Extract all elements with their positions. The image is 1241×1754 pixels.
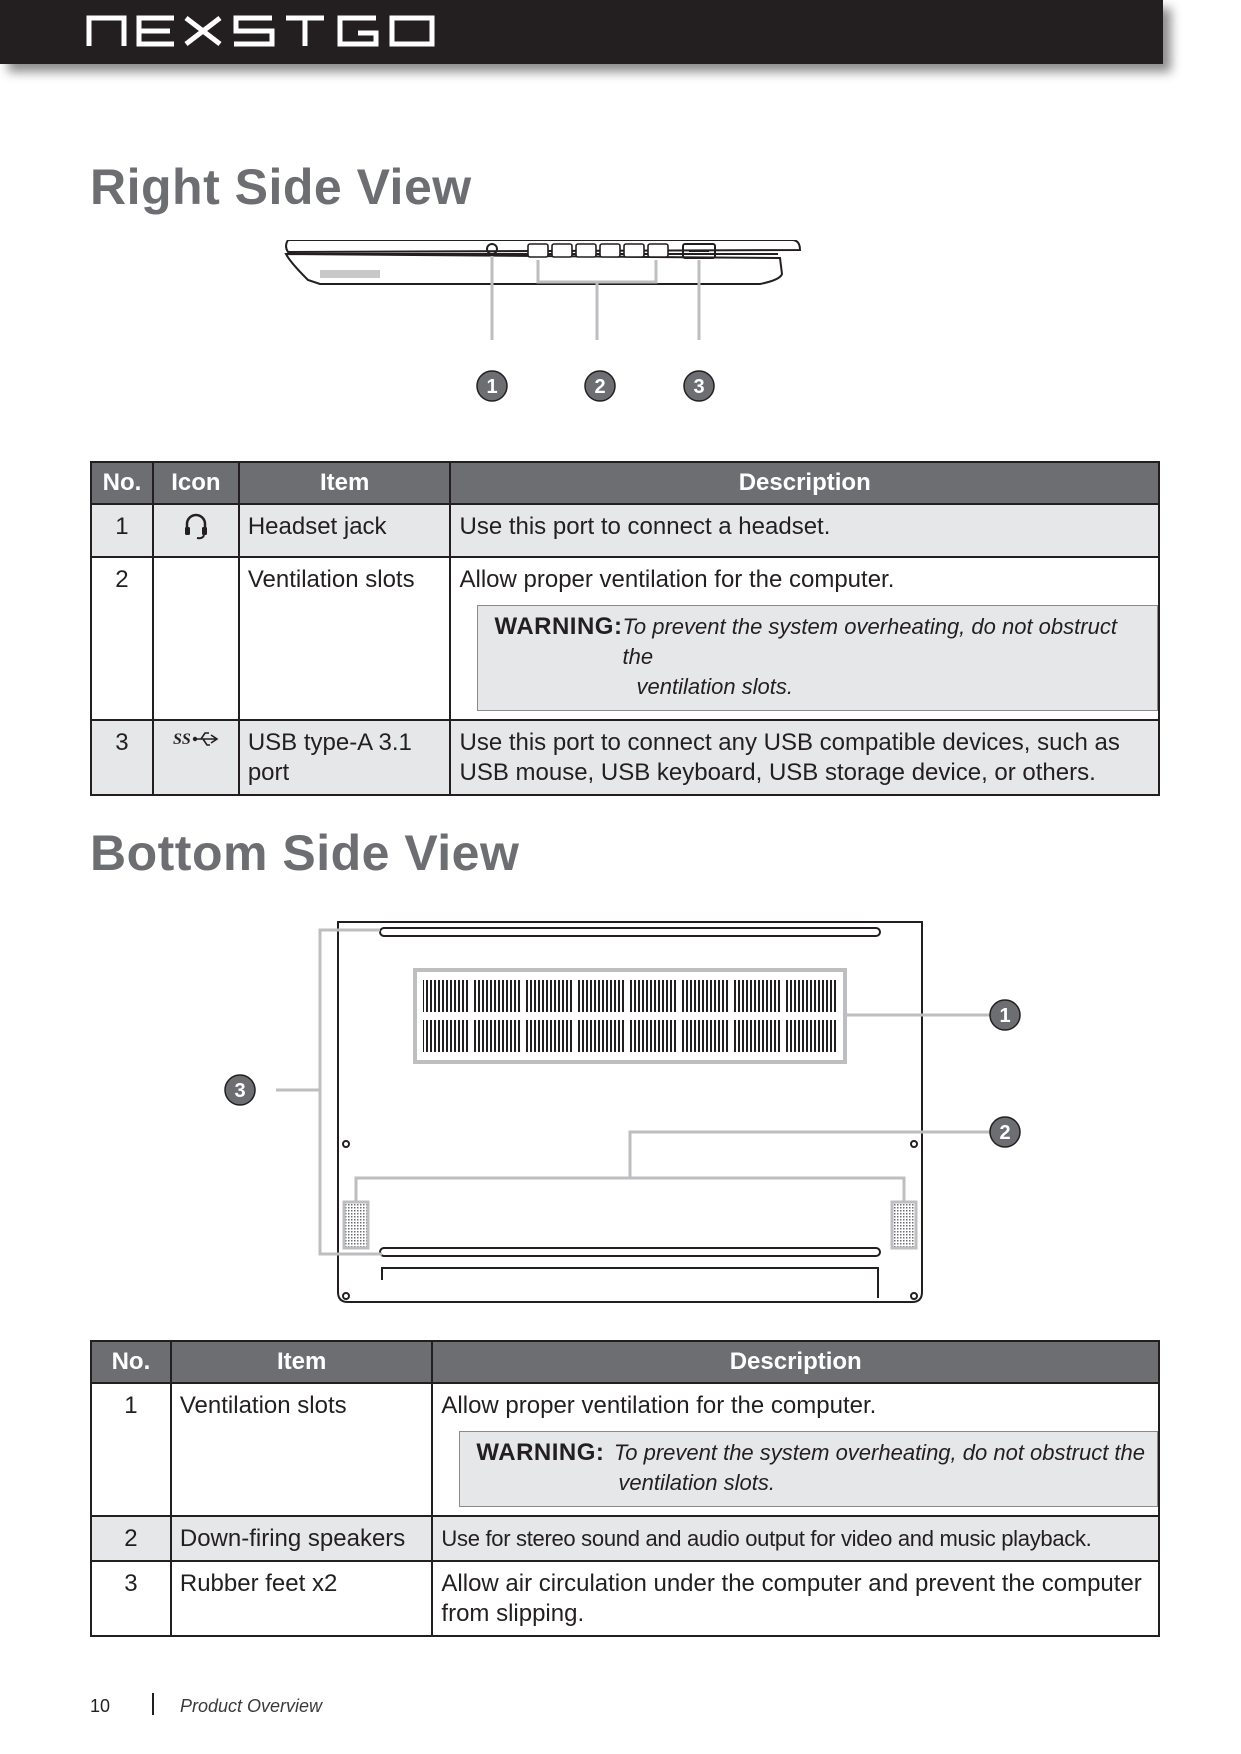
row-number: 3: [91, 720, 153, 795]
row-item: USB type-A 3.1 port: [239, 720, 451, 795]
callout-2: 2: [594, 376, 606, 398]
table-row: [91, 1561, 1159, 1636]
row-description-cell: [450, 557, 1159, 720]
warning-label: WARNING:: [494, 613, 623, 640]
brand-logo: [86, 14, 456, 48]
bottom-speakers: [344, 1202, 916, 1248]
row-item: Headset jack: [239, 504, 451, 557]
row-item: Ventilation slots: [171, 1383, 433, 1516]
header-description: Description: [450, 462, 1159, 504]
bottom-side-title: Bottom Side View: [90, 825, 520, 881]
table-row: [91, 557, 1159, 720]
row-description: Allow proper ventilation for the computer.: [459, 566, 895, 593]
bottom-side-table: [90, 1340, 1160, 1637]
row-icon-cell: [153, 504, 239, 557]
row-description: Use this port to connect any USB compatible devices, such as USB mouse, USB keyboard, USB storage device, or others.: [450, 720, 1159, 795]
warning-box: [459, 1431, 1158, 1507]
row-description: Use for stereo sound and audio output for video and music playback.: [432, 1516, 1159, 1561]
table-row: [91, 1516, 1159, 1561]
bottom-vent-grid: [415, 970, 845, 1062]
row-item: Down-firing speakers: [171, 1516, 433, 1561]
row-description: Allow proper ventilation for the computer.: [441, 1392, 877, 1419]
warning-text: To prevent the system overheating, do not obstruct the: [622, 614, 1117, 669]
row-item: Ventilation slots: [239, 557, 451, 720]
row-number: 2: [91, 1516, 171, 1561]
callout-1: 1: [486, 376, 498, 398]
callout-3: 3: [234, 1080, 246, 1102]
side-speaker-grille: [320, 270, 380, 278]
header-icon: Icon: [153, 462, 239, 504]
header-no: No.: [91, 1341, 171, 1383]
page-number: 10: [90, 1696, 111, 1716]
row-description: Allow air circulation under the computer and prevent the computer from slipping.: [432, 1561, 1159, 1636]
bottom-side-diagram: [210, 910, 1050, 1310]
table-row: [91, 504, 1159, 557]
headset-icon: [183, 512, 209, 540]
row-description-cell: [432, 1383, 1159, 1516]
usb-superspeed-icon: [173, 728, 219, 750]
row-icon-cell: [153, 720, 239, 795]
row-number: 2: [91, 557, 153, 720]
callout-markers: [477, 371, 714, 401]
warning-label: WARNING:: [476, 1439, 605, 1466]
callout-leaders: [492, 256, 699, 340]
callout-3: 3: [693, 376, 705, 398]
row-description: Use this port to connect a headset.: [450, 504, 1159, 557]
warning-text-cont: ventilation slots.: [618, 1470, 775, 1495]
warning-text: To prevent the system overheating, do not obstruct the: [613, 1440, 1145, 1465]
header-no: No.: [91, 462, 153, 504]
warning-text-cont: ventilation slots.: [636, 674, 794, 699]
table-header-row: [91, 1341, 1159, 1383]
header-item: Item: [239, 462, 451, 504]
table-row: [91, 720, 1159, 795]
row-item: Rubber feet x2: [171, 1561, 433, 1636]
callout-2: 2: [999, 1122, 1011, 1144]
warning-box: [477, 605, 1158, 711]
row-number: 1: [91, 1383, 171, 1516]
header-description: Description: [432, 1341, 1159, 1383]
footer-section-label: Product Overview: [180, 1696, 323, 1716]
row-number: 1: [91, 504, 153, 557]
table-row: [91, 1383, 1159, 1516]
callout-1: 1: [999, 1005, 1011, 1027]
header-item: Item: [171, 1341, 433, 1383]
table-header-row: [91, 462, 1159, 504]
right-side-diagram: [280, 240, 900, 420]
right-side-table: [90, 461, 1160, 796]
row-icon-cell: [153, 557, 239, 720]
row-number: 3: [91, 1561, 171, 1636]
footer-divider: [152, 1693, 154, 1715]
right-side-title: Right Side View: [90, 159, 472, 215]
svg-text:SS: SS: [172, 731, 191, 748]
header-bar: [0, 0, 1163, 64]
